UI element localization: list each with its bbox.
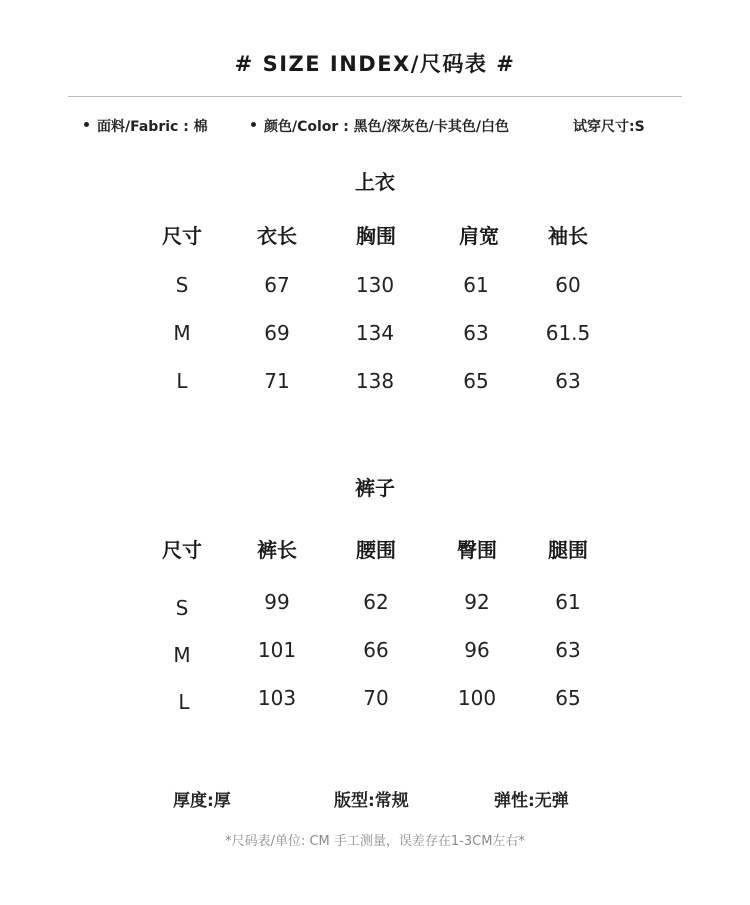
color-info [251, 116, 509, 136]
table-cell: M [173, 321, 191, 345]
table-cell: 71 [264, 369, 290, 393]
table-cell: 62 [363, 590, 389, 614]
table-cell: 99 [264, 590, 290, 614]
thickness-attr: 厚度:厚 [173, 791, 231, 811]
table-cell: L [178, 690, 190, 714]
table-cell: 63 [463, 321, 489, 345]
page-title: # SIZE INDEX/尺码表 # [234, 52, 516, 76]
table-cell: 65 [555, 686, 581, 710]
table-cell: S [175, 596, 189, 620]
table-cell: 69 [264, 321, 290, 345]
fit-attr: 版型:常规 [334, 791, 409, 811]
measurement-note: *尺码表/单位: CM 手工测量，误差存在1-3CM左右* [225, 834, 525, 849]
table-cell: 92 [464, 590, 490, 614]
tryon-size: 试穿尺寸:S [573, 119, 645, 135]
table-cell: 101 [257, 638, 297, 662]
table-cell: 61 [463, 273, 489, 297]
bullet-icon [84, 122, 89, 127]
bullet-icon [251, 122, 256, 127]
table-cell: S [175, 273, 189, 297]
table-cell: 103 [257, 686, 297, 710]
table-cell: 63 [555, 369, 581, 393]
table-cell: M [173, 643, 191, 667]
table-cell: 66 [363, 638, 389, 662]
table-cell: 65 [463, 369, 489, 393]
table-cell: L [176, 369, 188, 393]
table-cell: 134 [355, 321, 395, 345]
table-header: 臀围 [457, 538, 497, 562]
fabric-label: 面料/Fabric : 棉 [97, 119, 208, 135]
table-header: 尺寸 [162, 538, 202, 562]
divider [68, 96, 682, 97]
pants-section-title: 裤子 [355, 476, 395, 500]
top-section-title: 上衣 [355, 170, 395, 194]
table-header: 衣长 [257, 224, 297, 248]
table-header: 袖长 [548, 224, 588, 248]
table-cell: 70 [363, 686, 389, 710]
table-cell: 96 [464, 638, 490, 662]
table-cell: 63 [555, 638, 581, 662]
table-cell: 100 [457, 686, 497, 710]
table-cell: 61.5 [545, 321, 591, 345]
fabric-info [84, 116, 208, 136]
table-header: 腰围 [356, 538, 396, 562]
table-header: 胸围 [356, 224, 396, 248]
table-header: 腿围 [548, 538, 588, 562]
color-label: 颜色/Color : 黑色/深灰色/卡其色/白色 [264, 119, 510, 135]
table-header: 尺寸 [162, 224, 202, 248]
table-cell: 60 [555, 273, 581, 297]
table-cell: 130 [355, 273, 395, 297]
table-cell: 61 [555, 590, 581, 614]
elasticity-attr: 弹性:无弹 [494, 791, 569, 811]
table-cell: 138 [355, 369, 395, 393]
table-header: 肩宽 [459, 224, 499, 248]
table-header: 裤长 [257, 538, 297, 562]
table-cell: 67 [264, 273, 290, 297]
